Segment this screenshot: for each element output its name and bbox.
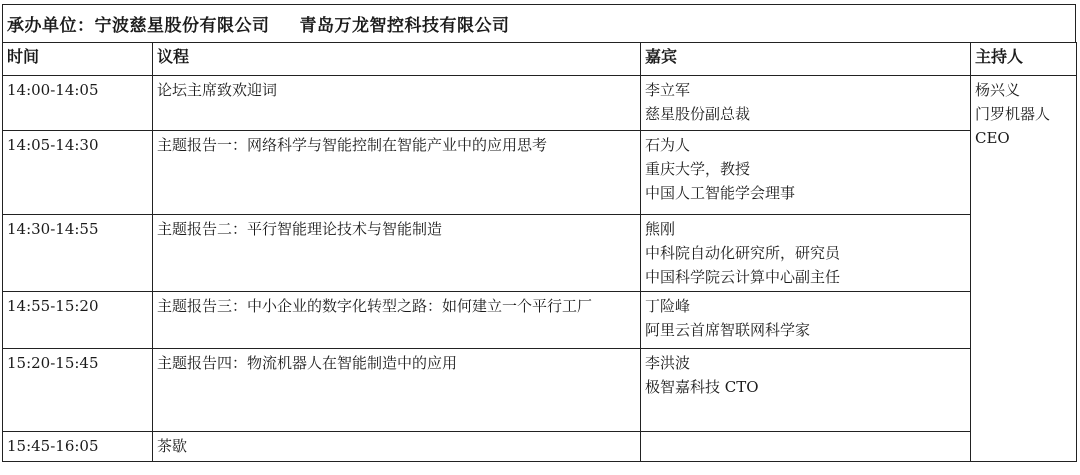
host-title: CEO xyxy=(975,129,1010,147)
guest-title: 重庆大学，教授 xyxy=(645,160,751,178)
host-company: 门罗机器人 xyxy=(975,105,1051,123)
time-cell: 14:05-14:30 xyxy=(3,131,153,215)
guest-title: 慈星股份副总裁 xyxy=(645,105,751,123)
guest-title: 极智嘉科技 CTO xyxy=(645,378,759,396)
header-row xyxy=(3,43,1077,76)
col-header-time: 时间 xyxy=(3,43,153,76)
guest-name: 石为人 xyxy=(645,136,691,154)
agenda-cell: 主题报告二：平行智能理论技术与智能制造 xyxy=(153,215,641,292)
table-row xyxy=(3,215,1077,292)
col-header-guest: 嘉宾 xyxy=(641,43,971,76)
agenda-cell: 茶歇 xyxy=(153,432,641,462)
guest-name: 李立军 xyxy=(645,81,691,99)
guest-cell xyxy=(641,131,971,215)
agenda-cell xyxy=(153,131,641,215)
guest-cell xyxy=(641,292,971,349)
guest-cell xyxy=(641,76,971,131)
guest-title: 中国人工智能学会理事 xyxy=(645,184,796,202)
guest-cell xyxy=(641,432,971,462)
host-cell xyxy=(971,76,1077,462)
table-row xyxy=(3,292,1077,349)
guest-cell xyxy=(641,215,971,292)
agenda-cell: 主题报告四：物流机器人在智能制造中的应用 xyxy=(153,349,641,432)
guest-title: 阿里云首席智联网科学家 xyxy=(645,321,811,339)
time-cell: 14:55-15:20 xyxy=(3,292,153,349)
guest-cell xyxy=(641,349,971,432)
guest-name: 李洪波 xyxy=(645,354,691,372)
col-header-host: 主持人 xyxy=(971,43,1077,76)
table-row xyxy=(3,432,1077,462)
table-row xyxy=(3,76,1077,131)
agenda-text: 主题报告一：网络科学与智能控制在智能产业中的应用思考 xyxy=(157,136,548,154)
table-row xyxy=(3,349,1077,432)
guest-title: 中国科学院云计算中心副主任 xyxy=(645,268,841,286)
agenda-cell: 论坛主席致欢迎词 xyxy=(153,76,641,131)
guest-name: 熊刚 xyxy=(645,220,676,238)
agenda-cell: 主题报告三：中小企业的数字化转型之路：如何建立一个平行工厂 xyxy=(153,292,641,349)
organizer-2: 青岛万龙智控科技有限公司 xyxy=(299,16,510,36)
time-cell: 15:45-16:05 xyxy=(3,432,153,462)
organizer-1: 承办单位：宁波慈星股份有限公司 xyxy=(7,16,270,36)
time-cell: 15:20-15:45 xyxy=(3,349,153,432)
time-cell: 14:30-14:55 xyxy=(3,215,153,292)
agenda-table xyxy=(2,42,1077,462)
guest-title: 中科院自动化研究所，研究员 xyxy=(645,244,841,262)
host-name: 杨兴义 xyxy=(975,81,1021,99)
time-cell: 14:00-14:05 xyxy=(3,76,153,131)
guest-name: 丁险峰 xyxy=(645,297,691,315)
table-row xyxy=(3,131,1077,215)
col-header-agenda: 议程 xyxy=(153,43,641,76)
organizer-header xyxy=(2,4,1076,42)
